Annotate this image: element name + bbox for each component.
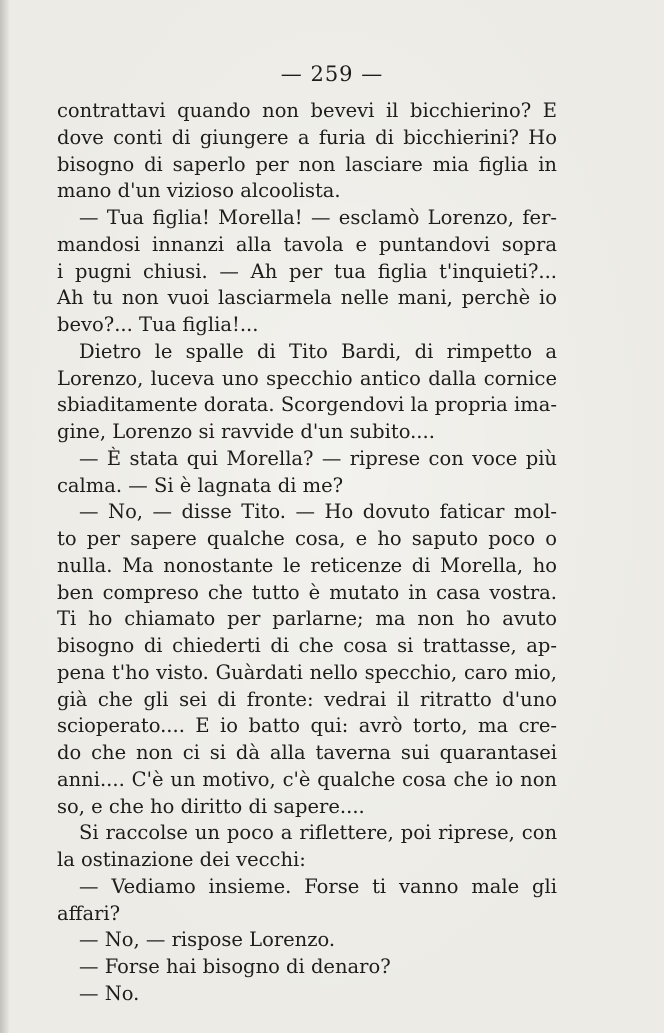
text-line: già che gli sei di fronte: vedrai il ritratto d'uno <box>57 687 557 711</box>
text-line: to per sapere qualche cosa, e ho saputo poco o <box>57 527 557 550</box>
text-line: bevo?... Tua figlia!... <box>57 313 259 336</box>
text-line: calma. — Si è lagnata di me? <box>57 473 344 497</box>
text-line: do che non ci si dà alla taverna sui quarantasei <box>57 741 557 764</box>
text-line: affari? <box>57 901 121 925</box>
text-line: — Vediamo insieme. Forse ti vanno male gli <box>79 874 557 898</box>
body-text <box>57 98 557 1008</box>
text-line: pena t'ho visto. Guàrdati nello specchio, caro mio, <box>57 660 557 684</box>
page-number: — 259 — <box>280 62 384 86</box>
text-line: — No, — disse Tito. — Ho dovuto faticar mol- <box>79 500 557 524</box>
text-line: mandosi innanzi alla tavola e puntandovi sopra <box>57 232 557 256</box>
text-line: gine, Lorenzo si ravvide d'un subito.... <box>57 420 435 443</box>
text-line: Ti ho chiamato per parlarne; ma non ho avuto <box>57 607 557 631</box>
text-line: Si raccolse un poco a riflettere, poi riprese, con <box>79 821 557 845</box>
text-line: anni.... C'è un motivo, c'è qualche cosa che io non <box>57 767 557 791</box>
text-line: so, e che ho diritto di sapere.... <box>57 794 365 818</box>
text-line: Ah tu non vuoi lasciarmela nelle mani, perchè io <box>57 286 557 310</box>
text-line: i pugni chiusi. — Ah per tua figlia t'inquieti?... <box>57 259 557 283</box>
text-line: — Tua figlia! Morella! — esclamò Lorenzo, fer- <box>79 206 557 229</box>
text-line: contrattavi quando non bevevi il bicchierino? E <box>57 99 557 122</box>
text-line: Dietro le spalle di Tito Bardi, di rimpetto a <box>79 339 557 363</box>
text-line: bisogno di chiederti di che cosa si trattasse, ap- <box>57 634 557 657</box>
text-line: la ostinazione dei vecchi: <box>57 848 306 871</box>
text-line: Lorenzo, luceva uno specchio antico dalla cornice <box>57 366 557 390</box>
text-line: ben compreso che tutto è mutato in casa vostra. <box>57 580 557 604</box>
text-line: nulla. Ma nonostante le reticenze di Morella, ho <box>57 553 557 577</box>
text-line: dove conti di giungere a furia di bicchierini? Ho <box>57 125 557 149</box>
text-line: — No, — rispose Lorenzo. <box>79 928 336 952</box>
text-line: mano d'un vizioso alcoolista. <box>57 179 341 203</box>
text-line: bisogno di saperlo per non lasciare mia figlia in <box>57 152 557 176</box>
text-line: — Forse hai bisogno di denaro? <box>79 955 391 978</box>
text-line: — No. <box>79 981 140 1005</box>
text-line: sbiaditamente dorata. Scorgendovi la propria ima- <box>57 393 557 417</box>
text-line: scioperato.... E io batto qui: avrò torto, ma cre- <box>57 714 557 738</box>
text-line: — È stata qui Morella? — riprese con voce più <box>79 446 557 470</box>
page-edge-shadow <box>0 0 10 1033</box>
